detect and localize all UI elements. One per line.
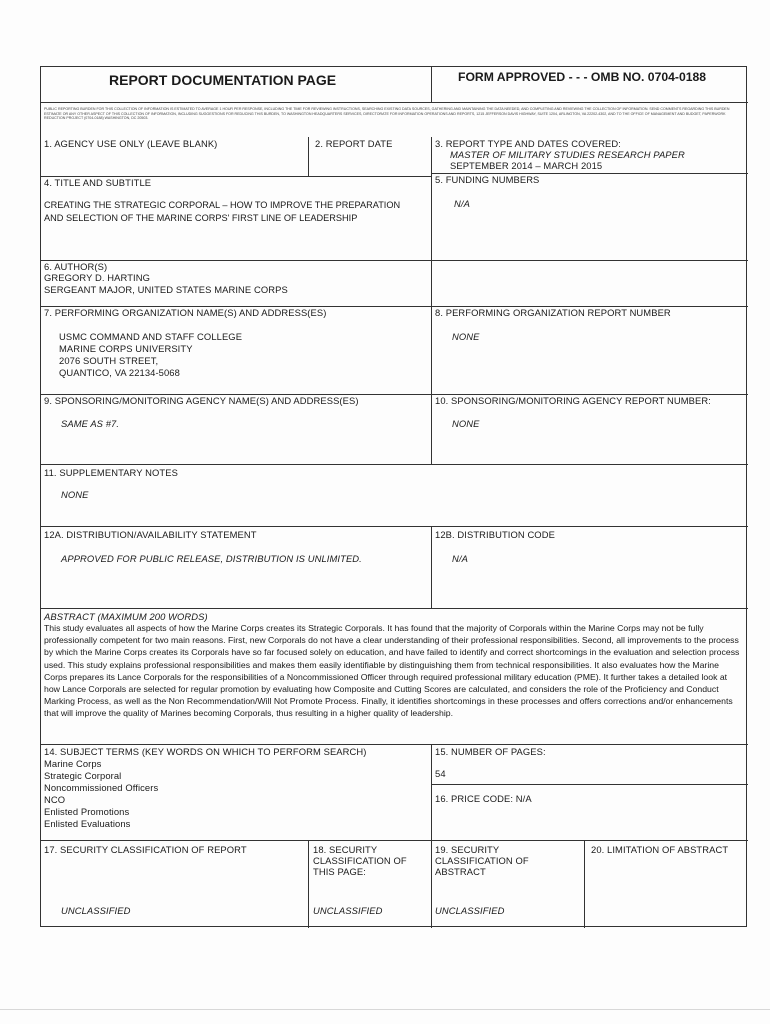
- agency-use-label: 1. AGENCY USE ONLY (LEAVE BLANK): [44, 138, 218, 149]
- author-rank: SERGEANT MAJOR, UNITED STATES MARINE CORPS: [44, 284, 288, 295]
- subject-terms-cell: [41, 745, 432, 841]
- distribution-code-label: 12B. DISTRIBUTION CODE: [435, 529, 555, 540]
- report-date-label: 2. REPORT DATE: [315, 138, 393, 149]
- distribution-label: 12A. DISTRIBUTION/AVAILABILITY STATEMENT: [44, 529, 257, 540]
- price-cell: [432, 785, 748, 841]
- abstract-label: ABSTRACT (MAXIMUM 200 WORDS): [44, 611, 208, 622]
- subject-term: Noncommissioned Officers: [44, 782, 159, 793]
- perf-org-line4: QUANTICO, VA 22134-5068: [59, 367, 180, 378]
- perf-org-cell: [41, 307, 432, 395]
- author-name: GREGORY D. HARTING: [44, 272, 150, 283]
- sponsor-cell: [41, 395, 432, 465]
- perf-report-value: NONE: [452, 331, 480, 342]
- security-page-cell: [309, 841, 432, 928]
- perf-org-line2: MARINE CORPS UNIVERSITY: [59, 343, 193, 354]
- abstract-cell: [41, 609, 748, 745]
- header-approval-cell: [432, 67, 748, 103]
- security-report-cell: [41, 841, 309, 928]
- supplementary-value: NONE: [61, 489, 89, 500]
- price-label: 16. PRICE CODE: N/A: [435, 793, 532, 804]
- pages-label: 15. NUMBER OF PAGES:: [435, 746, 546, 757]
- scan-edge-line: [0, 1009, 770, 1010]
- security-abstract-cell: [432, 841, 585, 928]
- title-label: 4. TITLE AND SUBTITLE: [44, 177, 152, 188]
- report-type-value: MASTER OF MILITARY STUDIES RESEARCH PAPER: [450, 149, 685, 160]
- security-page-label-3: THIS PAGE:: [313, 866, 366, 877]
- pages-value: 54: [435, 768, 446, 779]
- header-title-cell: [41, 67, 432, 103]
- supplementary-label: 11. SUPPLEMENTARY NOTES: [44, 467, 178, 478]
- perf-report-cell: [432, 307, 748, 395]
- subject-terms-label: 14. SUBJECT TERMS (KEY WORDS ON WHICH TO PERFORM SEARCH): [44, 746, 367, 757]
- distribution-value: APPROVED FOR PUBLIC RELEASE, DISTRIBUTION IS UNLIMITED.: [61, 553, 362, 564]
- security-report-label: 17. SECURITY CLASSIFICATION OF REPORT: [44, 844, 247, 855]
- security-abstract-label-2: CLASSIFICATION OF: [435, 855, 529, 866]
- perf-org-line1: USMC COMMAND AND STAFF COLLEGE: [59, 331, 243, 342]
- pages-cell: [432, 745, 748, 785]
- security-abstract-label-1: 19. SECURITY: [435, 844, 500, 855]
- subject-term: Enlisted Evaluations: [44, 818, 131, 829]
- security-page-label-1: 18. SECURITY: [313, 844, 378, 855]
- agency-use-cell: [41, 137, 309, 177]
- report-dates-value: SEPTEMBER 2014 – MARCH 2015: [450, 160, 603, 171]
- subject-term: Enlisted Promotions: [44, 806, 130, 817]
- limitation-label: 20. LIMITATION OF ABSTRACT: [591, 844, 729, 855]
- security-page-label-2: CLASSIFICATION OF: [313, 855, 407, 866]
- subject-term: NCO: [44, 794, 66, 805]
- sponsor-label: 9. SPONSORING/MONITORING AGENCY NAME(S) AND ADDRESS(ES): [44, 395, 359, 406]
- distribution-code-cell: [432, 527, 748, 609]
- funding-cell: [432, 173, 748, 261]
- report-date-cell: [309, 137, 432, 177]
- funding-label: 5. FUNDING NUMBERS: [435, 174, 540, 185]
- perf-org-label: 7. PERFORMING ORGANIZATION NAME(S) AND ADDRESS(ES): [44, 307, 327, 318]
- author-cell: [41, 261, 432, 307]
- subject-term: Marine Corps: [44, 758, 102, 769]
- limitation-cell: [585, 841, 748, 928]
- security-page-value: UNCLASSIFIED: [313, 905, 383, 916]
- report-type-label: 3. REPORT TYPE AND DATES COVERED:: [435, 138, 621, 149]
- supplementary-cell: [41, 465, 748, 527]
- funding-value: N/A: [454, 198, 470, 209]
- title-cell: [41, 177, 432, 261]
- report-documentation-form: [40, 66, 747, 927]
- security-report-value: UNCLASSIFIED: [61, 905, 131, 916]
- report-type-cell: [432, 137, 748, 177]
- abstract-text: This study evaluates all aspects of how the Marine Corps creates its Strategic Corporals. It has found that the majority of Corporals within the Marine Corps may not be fully professionally competent for two main reasons. First, new Corporals do not have a clear understanding of their professional responsibilities. Second, all improvements to the process by which the Marine Corps creates its Corporals have so far focused solely on education, and have failed to identify and correct shortcomings in the evaluation and selection process used. This study explains professional responsibilities and makes them easily identifiable by distinguishing them from technical responsibilities. It also evaluates how the Marine Corps prepares its Lance Corporals for the responsibilities of a Noncommissioned Officer through required professional military education (PME). It further takes a detailed look at how Lance Corporals are selected for regular promotion by evaluating how Composite and Cutting Scores are calculated, and considers the role of the Proficiency and Conduct Marking Process, as well as the Non Recommendation/Will Not Promote Process. Finally, it identifies shortcomings in these processes and offers corrections and/or enhancements that will improve the quality of Marines becoming Corporals, thus resulting in a higher quality of leadership.: [44, 623, 740, 719]
- security-abstract-value: UNCLASSIFIED: [435, 905, 505, 916]
- authors-label: 6. AUTHOR(S): [44, 261, 108, 272]
- perf-report-label: 8. PERFORMING ORGANIZATION REPORT NUMBER: [435, 307, 671, 318]
- sponsor-report-label: 10. SPONSORING/MONITORING AGENCY REPORT NUMBER:: [435, 395, 711, 406]
- sponsor-value: SAME AS #7.: [61, 418, 120, 429]
- distribution-cell: [41, 527, 432, 609]
- distribution-code-value: N/A: [452, 553, 468, 564]
- perf-org-line3: 2076 SOUTH STREET,: [59, 355, 159, 366]
- security-abstract-label-3: ABSTRACT: [435, 866, 486, 877]
- sponsor-report-cell: [432, 395, 748, 465]
- subject-term: Strategic Corporal: [44, 770, 122, 781]
- author-blank-cell: [432, 261, 748, 307]
- form-approved-text: FORM APPROVED - - - OMB NO. 0704-0188: [458, 70, 707, 84]
- subject-terms-list: [44, 758, 158, 830]
- sponsor-report-value: NONE: [452, 418, 480, 429]
- title-value: CREATING THE STRATEGIC CORPORAL – HOW TO IMPROVE THE PREPARATION AND SELECTION OF THE MARINE CORPS' FIRST LINE OF LEADERSHIP: [44, 200, 401, 223]
- burden-fine-print: PUBLIC REPORTING BURDEN FOR THIS COLLECTION OF INFORMATION IS ESTIMATED TO AVERAGE 1 HOUR PER RESPONSE, INCLUDING THE TIME FOR REVIEWING INSTRUCTIONS, SEARCHING EXISTING DATA SOURCES, GATHERING AND MAINTAINING THE DATA NEEDED, AND COMPLETING AND REVIEWING THE COLLECTION OF INFORMATION. SEND COMMENTS REGARDING THIS BURDEN ESTIMATE OR ANY OTHER ASPECT OF THIS COLLECTION OF INFORMATION, INCLUDING SUGGESTIONS FOR REDUCING THIS BURDEN, TO WASHINGTON HEADQUARTERS SERVICES, DIRECTORATE FOR INFORMATION OPERATIONS AND REPORTS, 1215 JEFFERSON DAVIS HIGHWAY, SUITE 1204, ARLINGTON, VA 22202-4302, AND TO THE OFFICE OF MANAGEMENT AND BUDGET, PAPERWORK REDUCTION PROJECT (0704-0188) WASHINGTON, DC 20503.: [44, 107, 730, 121]
- page-title: REPORT DOCUMENTATION PAGE: [109, 72, 337, 88]
